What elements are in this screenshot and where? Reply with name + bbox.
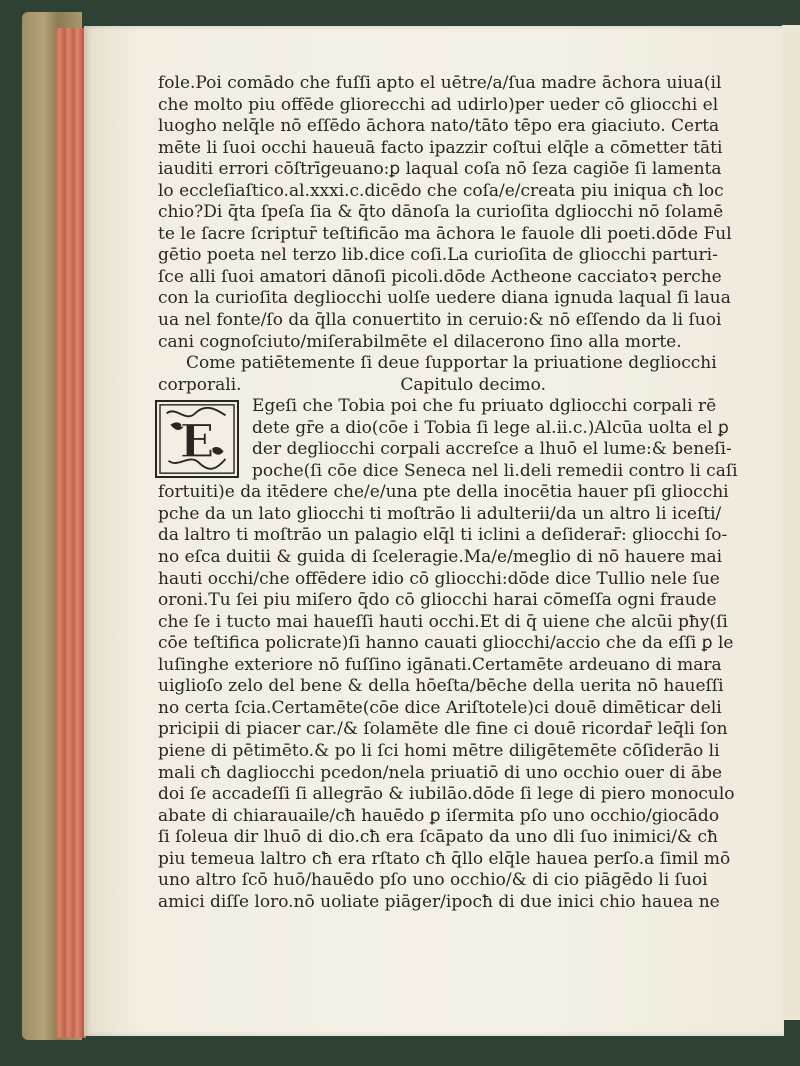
text-line: no certa ſcia.Certamēte(cōe dice Ariſtotele)ci douē dimēticar deli	[158, 697, 722, 718]
text-line: mēte li ſuoi occhi haueuā facto ipazzir coſtui elq̄le a cōmetter tāti	[158, 137, 723, 158]
text-line: ua nel fonte/ſo da q̄lla conuertito in ceruio:& nō eſſendo da li ſuoi	[158, 310, 722, 331]
text-line: luogho nelq̄le nō eſſēdo āchora nato/tāto tēpo era giaciuto. Certa	[158, 116, 720, 137]
text-line: ſce alli ſuoi amatori dānoſi picoli.dōde Actheone cacciatoꝛ perche	[158, 266, 722, 287]
text-line: luſinghe exteriore nō fuſſino igānati.Certamēte ardeuano di mara	[158, 654, 722, 675]
text-line: no eſca duitii & guida di ſceleragie.Ma/e/meglio di nō hauere mai	[158, 547, 723, 568]
text-line: cani cognoſciuto/miſerabilmēte el dilacerono ſino alla morte.	[158, 331, 682, 352]
text-line: hauti occhi/che offēdere idio cō gliocchi:dōde dice Tullio nele ſue	[158, 568, 720, 589]
chapter-heading: Come patiētemente ſi deue ſupportar la priuatione degliocchi	[186, 353, 717, 374]
svg-text:E: E	[179, 414, 215, 469]
chapter-heading-continuation: corporali.	[158, 374, 242, 395]
text-line: amici diſſe loro.nō uoliate piāger/ipocħ di due inici chio hauea ne	[158, 891, 720, 912]
decorated-initial-letter	[155, 400, 239, 478]
text-line: che ſe i tucto mai haueſſi hauti occhi.Et di q̄ uiene che alcūi pħy(ſi	[158, 611, 728, 632]
text-line: poche(ſi cōe dice Seneca nel li.deli remedii contro li caſi	[252, 460, 738, 481]
text-line: che molto piu offēde gliorecchi ad udirlo)per ueder cō gliocchi el	[158, 94, 719, 115]
text-line: uno altro ſcō huō/hauēdo pſo uno occhio/& di cio piāgēdo li ſuoi	[158, 870, 708, 891]
text-line: lo eccleſiaſtico.al.xxxi.c.dicēdo che coſa/e/creata piu iniqua cħ loc	[158, 180, 724, 201]
text-line: pche da un lato gliocchi ti moſtrāo li adulterii/da un altro li iceſti/	[158, 503, 722, 524]
text-line: Egeſi che Tobia poi che fu priuato dgliocchi corpali rē	[252, 396, 717, 417]
text-line: doi ſe accadeſſi ſi allegrāo & iubilāo.dōde ſi lege di piero monoculo	[158, 784, 735, 805]
facing-page-strip	[782, 25, 800, 1020]
text-line: fortuiti)e da itēdere che/e/una pte della inocētia hauer pſi gliocchi	[158, 482, 729, 503]
text-line: chio?Di q̄ta ſpeſa ſia & q̄to dānoſa la curioſita dgliocchi nō ſolamē	[158, 202, 724, 223]
chapter-heading-row	[158, 375, 714, 397]
text-line: oroni.Tu ſei piu miſero q̄do cō gliocchi harai cōmeſſa ogni fraude	[158, 590, 717, 611]
text-line: gētio poeta nel terzo lib.dice coſi.La curioſita de gliocchi parturi-	[158, 245, 718, 266]
text-line: cōe teſtifica policrate)ſi hanno cauati gliocchi/accio che da eſſi ꝑ le	[158, 633, 734, 654]
text-line: pricipii di piacer car./& ſolamēte dle fine ci douē ricordar̄ leq̄li ſon	[158, 719, 728, 740]
drop-cap-paragraph	[158, 396, 738, 482]
text-line: con la curioſita degliocchi uolſe uedere diana ignuda laqual ſi laua	[158, 288, 731, 309]
text-line: ſi ſoleua dir lhuō di dio.cħ era ſcāpato da uno dli ſuo inimici/& cħ	[158, 827, 718, 848]
printed-text-block	[158, 73, 738, 913]
text-line: piu temeua laltro cħ era rſtato cħ q̄llo elq̄le hauea perſo.a ſimil mō	[158, 848, 731, 869]
red-page-edges	[56, 28, 86, 1038]
text-line: da laltro ti moſtrāo un palagio elq̄l ti iclini a deſiderar̄: gliocchi ſo-	[158, 525, 728, 546]
text-line: dete gr̄e a dio(cōe i Tobia ſi lege al.ii.c.)Alcūa uolta el ꝑ	[252, 417, 729, 438]
text-line: abate di chiarauaile/cħ hauēdo ꝑ iſermita pſo uno occhio/giocādo	[158, 805, 720, 826]
chapter-number: Capitulo decimo.	[400, 374, 546, 395]
text-line: der degliocchi corpali accreſce a lhuō el lume:& beneſi-	[252, 439, 732, 460]
text-line: te le ſacre ſcriptur̄ teſtificāo ma āchora le fauole dli poeti.dōde Ful	[158, 223, 732, 244]
text-line: fole.Poi comādo che fuſſi apto el uētre/a/ſua madre āchora uiua(il	[158, 73, 722, 93]
text-line: uiglioſo zelo del bene & della hōeſta/bēche della uerita nō haueſſi	[158, 676, 724, 697]
text-line: mali cħ dagliocchi pcedon/nela priuatiō di uno occhio ouer di ābe	[158, 762, 723, 783]
text-line: piene di pētimēto.& po li ſci homi mētre diligētemēte cōſiderāo li	[158, 740, 720, 761]
text-line: iauditi errori cōſtrīgeuano:ꝑ laqual coſa nō ſeza cagiōe ſi lamenta	[158, 159, 722, 180]
